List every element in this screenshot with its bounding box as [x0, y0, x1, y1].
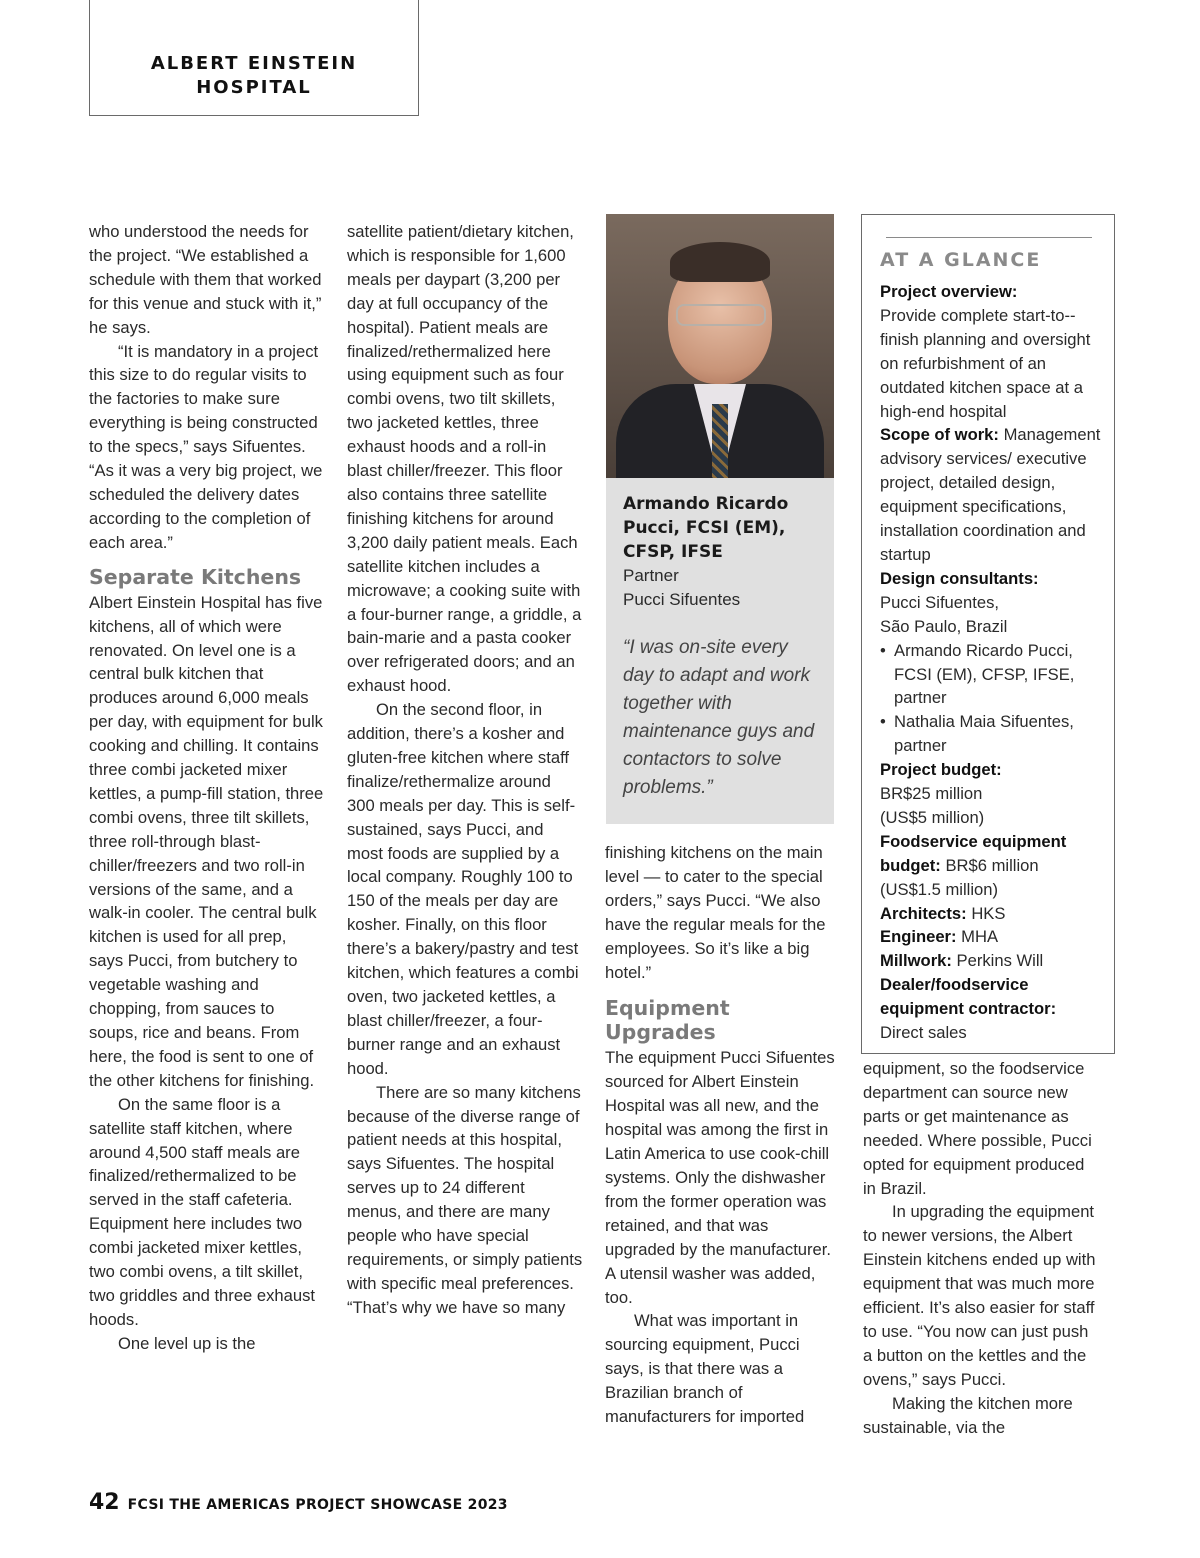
budget-usd: (US$5 million) — [880, 807, 985, 827]
consultant-list — [880, 639, 1102, 759]
header-line-1: ALBERT EINSTEIN — [150, 53, 358, 74]
at-a-glance-title: AT A GLANCE — [880, 249, 1042, 271]
equipment-budget-brl: BR$6 million — [945, 855, 1039, 875]
paragraph: One level up is the — [118, 1333, 256, 1353]
engineer-value: MHA — [961, 927, 999, 947]
section-header — [89, 0, 419, 116]
scope-label: Scope of work: — [880, 425, 999, 445]
millwork-label: Millwork: — [880, 951, 952, 971]
paragraph: satellite patient/dietary kitchen, which is responsible for 1,600 meals per daypart (3,200 per day at full occupancy of the hospital). Patient meals are finalized/rethermalized here using equipment such as four combi ovens, two tilt skillets, two jacketed kettles, three exhaust hoods and a roll-in blast chiller/freezer. This floor also contains three satellite finishing kitchens for around 3,200 daily patient meals. Each satellite kitchen includes a microwave; a cooking suite with a four-burner range, a griddle, a bain-marie and a pasta cooker over refrigerated doors; and an exhaust hood. — [347, 222, 582, 696]
article-column-2 — [347, 220, 583, 1320]
paragraph: who understood the needs for the project. “We established a schedule with them that worked for this venue and stuck with it,” he says. — [89, 222, 322, 337]
pull-quote: “I was on-site every day to adapt and work together with maintenance guys and contactors to solve problems.” — [623, 637, 815, 798]
list-item: • Nathalia Maia Sifuentes, partner — [880, 710, 1102, 758]
article-column-3 — [605, 841, 841, 1429]
page-footer — [89, 1490, 508, 1520]
subheading-equipment-upgrades: Equipment Upgrades — [605, 996, 730, 1045]
budget-label: Project budget: — [880, 760, 1002, 780]
scope-text: Management advisory services/ executive project, detailed design, equipment specifications, installation coordination and startup — [880, 425, 1101, 564]
portrait-photo — [606, 214, 834, 478]
paragraph: On the second floor, in addition, there’s a kosher and gluten-free kitchen where staff finalize/rethermalize around 300 meals per day. This is self-sustained, says Pucci, and most foods are supplied by a local company. Roughly 100 to 150 of the meals per day are kosher. Finally, on this floor there’s a bakery/pastry and test kitchen, which features a combi oven, two jacketed kettles, a blast chiller/freezer, a four-burner range and an exhaust hood. — [347, 700, 579, 1078]
article-column-1 — [89, 220, 325, 1356]
profile-card — [606, 214, 834, 824]
article-column-4 — [863, 1057, 1099, 1440]
header-line-2: HOSPITAL — [196, 77, 312, 98]
list-item: • Armando Ricardo Pucci, FCSI (EM), CFSP, IFSE, partner — [880, 639, 1102, 711]
architects-label: Architects: — [880, 903, 967, 923]
profile-role: Partner — [623, 566, 679, 585]
paragraph: In upgrading the equipment to newer versions, the Albert Einstein kitchens ended up with equipment that was much more efficient. It’s also easier for staff to use. “You now can just push a button on the kettles and the ovens,” says Pucci. — [863, 1202, 1096, 1389]
page-number: 42 — [89, 1490, 120, 1515]
engineer-label: Engineer: — [880, 927, 957, 947]
equipment-budget-label: Foodservice equipment budget: — [880, 831, 1067, 875]
design-firm: Pucci Sifuentes, — [880, 592, 999, 612]
overview-text: Provide complete start-to--finish planning and oversight on refurbishment of an outdated kitchen space at a high-end hospital — [880, 305, 1091, 421]
design-city: São Paulo, Brazil — [880, 616, 1008, 636]
design-label: Design consultants: — [880, 568, 1039, 588]
at-a-glance-box — [861, 214, 1115, 1054]
budget-brl: BR$25 million — [880, 784, 983, 804]
overview-label: Project overview: — [880, 282, 1018, 301]
paragraph: Albert Einstein Hospital has five kitchens, all of which were renovated. On level one is a central bulk kitchen that produces around 6,000 meals per day, with equipment for bulk cooking and chilling. It contains three combi jacketed mixer kettles, a pump-fill station, three combi ovens, three tilt skillets, three roll-through blast-chiller/freezers and two roll-in versions of the same, and a walk-in cooler. The central bulk kitchen is used for all prep, says Pucci, from butchery to vegetable washing and chopping, from sauces to soups, rice and beans. From here, the food is sent to one of the other kitchens for finishing. — [89, 592, 324, 1090]
paragraph: On the same floor is a satellite staff kitchen, where around 4,500 staff meals are finalized/rethermalized to be served in the staff cafeteria. Equipment here includes two combi jacketed mixer kettles, two combi ovens, a tilt skillet, two griddles and three exhaust hoods. — [89, 1094, 316, 1329]
profile-name: Armando Ricardo Pucci, FCSI (EM), CFSP, IFSE — [623, 494, 789, 562]
paragraph: There are so many kitchens because of the diverse range of patient needs at this hospital, says Sifuentes. The hospital serves up to 24 different menus, and there are many people who have special requirements, or simply patients with specific meal preferences. “That’s why we have so many — [347, 1082, 583, 1317]
paragraph: equipment, so the foodservice department can source new parts or get maintenance as needed. Where possible, Pucci opted for equipment produced in Brazil. — [863, 1059, 1092, 1198]
paragraph: “It is mandatory in a project this size to do regular visits to the factories to make sure everything is being constructed to the specs,” says Sifuentes. “As it was a very big project, we scheduled the delivery dates according to the completion of each area.” — [89, 341, 323, 552]
paragraph: What was important in sourcing equipment, Pucci says, is that there was a Brazilian branch of manufacturers for imported — [605, 1311, 805, 1427]
subheading-separate-kitchens: Separate Kitchens — [89, 564, 302, 589]
profile-company: Pucci Sifuentes — [623, 590, 741, 609]
dealer-value: Direct sales — [880, 1023, 967, 1043]
divider — [886, 237, 1092, 238]
header-title — [90, 52, 418, 100]
paragraph: Making the kitchen more sustainable, via the — [863, 1393, 1073, 1437]
architects-value: HKS — [971, 903, 1006, 923]
at-a-glance-body — [880, 280, 1102, 1045]
dealer-label: Dealer/foodservice equipment contractor: — [880, 975, 1057, 1019]
publication-title: FCSI THE AMERICAS PROJECT SHOWCASE 2023 — [127, 1497, 508, 1513]
paragraph: finishing kitchens on the main level — to cater to the special orders,” says Pucci. “We also have the regular meals for the employees. So it’s like a big hotel.” — [605, 843, 826, 982]
paragraph: The equipment Pucci Sifuentes sourced for Albert Einstein Hospital was all new, and the hospital was among the first in Latin America to use cook-chill systems. Only the dishwasher from the former operation was retained, and that was upgraded by the manufacturer. A utensil washer was added, too. — [605, 1048, 835, 1307]
equipment-budget-usd: (US$1.5 million) — [880, 879, 999, 899]
millwork-value: Perkins Will — [956, 951, 1044, 971]
